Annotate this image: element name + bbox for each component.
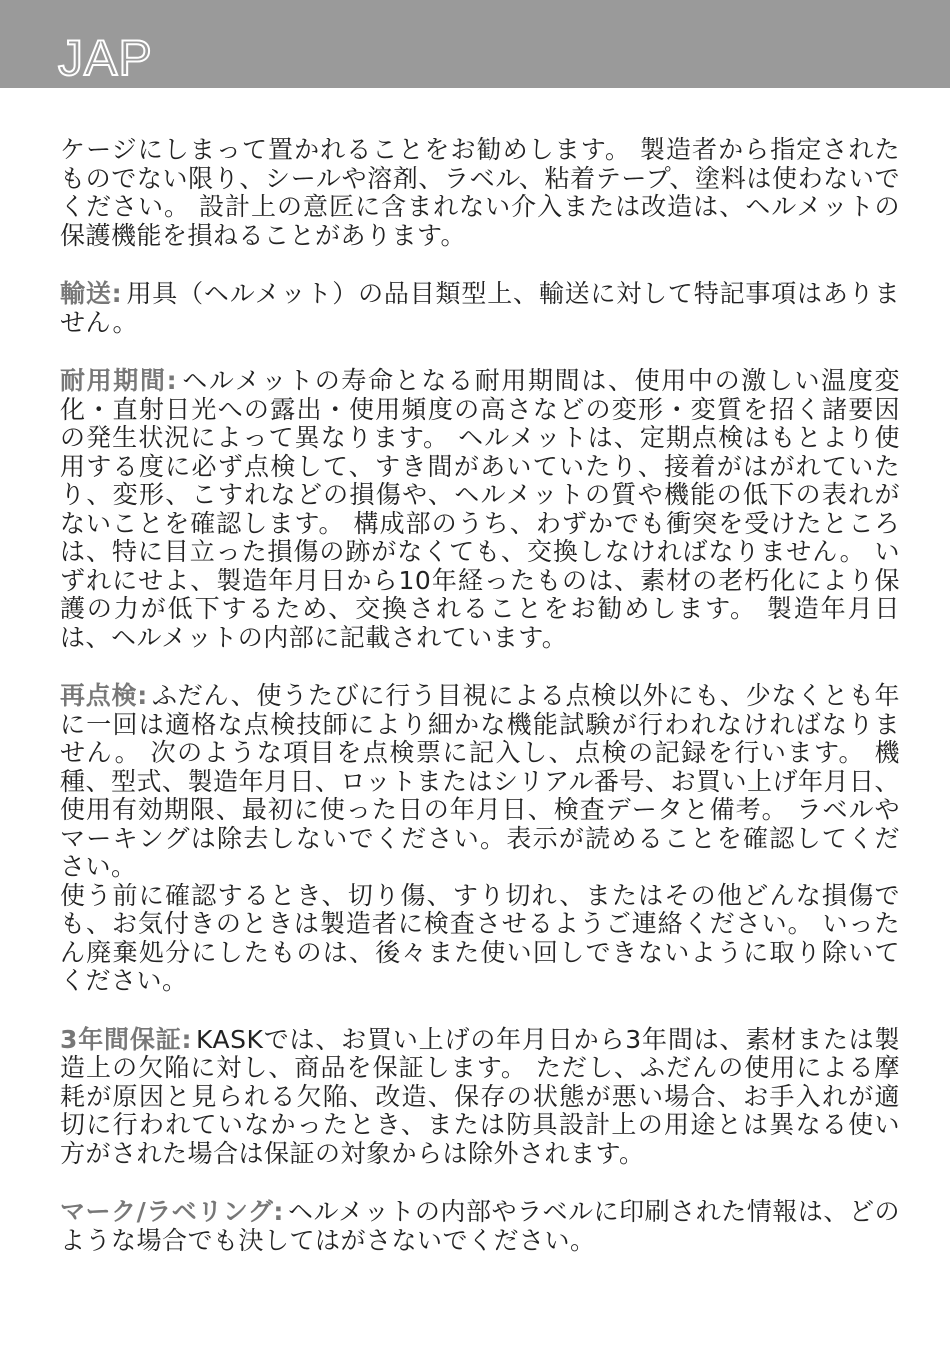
paragraph-text: ヘルメットの寿命となる耐用期間は、使用中の激しい温度変化・直射日光への露出・使用頻度の高さなどの変形・変質を招く諸要因の発生状況によって異なります。 ヘルメットは、定期点検はもとより使用する度に必ず点検して、すき間があいていたり、接着がはがれていたり、変形、こすれなどの損傷や、ヘルメットの質や機能の低下の表れがないことを確認します。 構成部のうち、わずかでも衝突を受けたところは、特に目立った損傷の跡がなくても、交換しなければなりません。 いずれにせよ、製造年月日から10年経ったものは、素材の老朽化により保護の力が低下するため、交換されることをお勧めします。 製造年月日は、ヘルメットの内部に記載されています。: [60, 366, 900, 652]
page-header: [0, 0, 950, 88]
paragraph-text: ふだん、使うたびに行う目視による点検以外にも、少なくとも年に一回は適格な点検技師により細かな機能試験が行われなければなりません。 次のような項目を点検票に記入し、点検の記録を行います。 機種、型式、製造年月日、ロットまたはシリアル番号、お買い上げ年月日、使用有効期限、最初に使った日の年月日、検査データと備考。 ラベルやマーキングは除去しないでください。表示が読めることを確認してください。: [60, 681, 901, 881]
paragraph-text: 使う前に確認するとき、切り傷、すり切れ、またはその他どんな損傷でも、お気付きのときは製造者に検査させるようご連絡ください。 いったん廃棄処分にしたものは、後々また使い回しできないように取り除いてください。: [60, 880, 900, 995]
paragraph-reinspection: [60, 682, 900, 882]
paragraph-marking: [60, 1198, 900, 1255]
section-label-service-life: 耐用期間:: [60, 366, 178, 395]
language-code: JAP: [58, 30, 153, 86]
paragraph-text: KASKでは、お買い上げの年月日から3年間は、素材または製造上の欠陥に対し、商品を保証します。 ただし、ふだんの使用による摩耗が原因と見られる欠陥、改造、保存の状態が悪い場合、お手入れが適切に行われていなかったとき、または防具設計上の用途とは異なる使い方がされた場合は保証の対象からは除外されます。: [60, 1024, 900, 1168]
section-label-marking: マーク/ラベリング:: [60, 1197, 284, 1226]
paragraph-transport: [60, 280, 900, 337]
paragraph-text: ケージにしまって置かれることをお勧めします。 製造者から指定されたものでない限り、シールや溶剤、ラベル、粘着テープ、塗料は使わないでください。 設計上の意匠に含まれない介入または改造は、ヘルメットの保護機能を損ねることがあります。: [60, 135, 900, 250]
paragraph-storage: [60, 136, 900, 250]
paragraph-text: 用具（ヘルメット）の品目類型上、輸送に対して特記事項はありません。: [60, 279, 900, 337]
section-label-transport: 輸送:: [60, 279, 123, 308]
document-body: [60, 136, 900, 1285]
section-label-reinspection: 再点検:: [60, 681, 148, 710]
paragraph-text: ヘルメットの内部やラベルに印刷された情報は、どのような場合でも決してはがさないでください。: [60, 1197, 900, 1255]
paragraph-warranty: [60, 1026, 900, 1169]
paragraph-service-life: [60, 367, 900, 652]
paragraph-reinspection-continued: [60, 882, 900, 996]
section-label-warranty: 3年間保証:: [60, 1024, 193, 1054]
